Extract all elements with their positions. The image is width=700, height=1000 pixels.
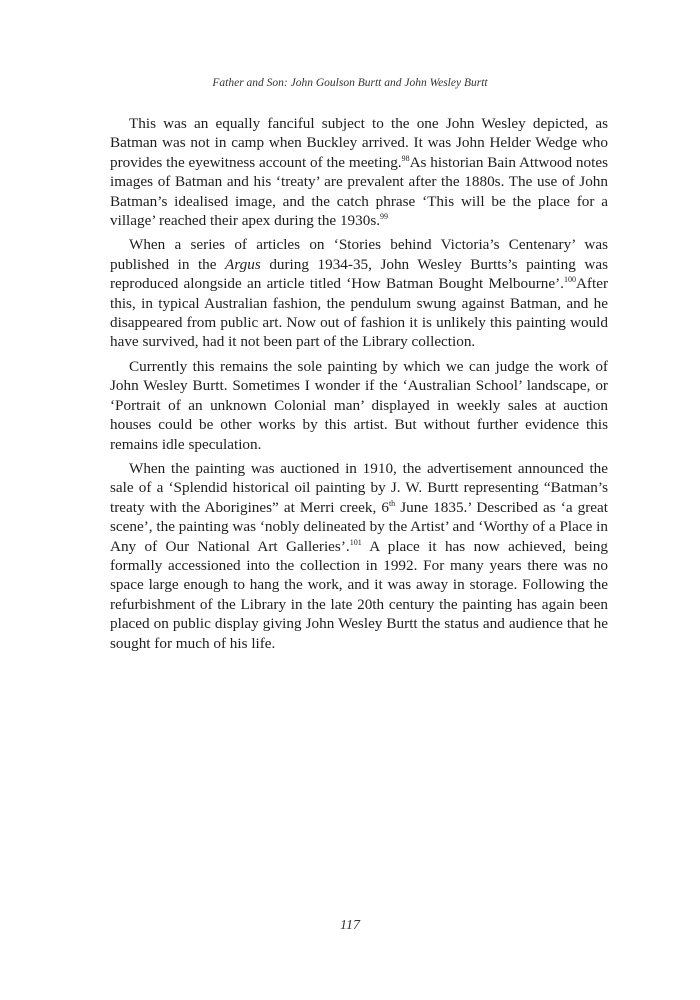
paragraph xyxy=(110,459,608,653)
footnote-ref: 99 xyxy=(380,212,389,222)
text-segment: As historian Bain Attwood notes images of Batman and his ‘treaty’ are prevalent after the 1880s. The use of John Batman’s idealised image, and the catch phrase ‘This will be the place for a village’ reached their apex during the 1930s. xyxy=(110,153,608,230)
text-segment: When a series of articles on ‘Stories behind Victoria’s Centenary’ was published in the xyxy=(110,236,608,273)
text-segment: This was an equally fanciful subject to the one John Wesley depicted, as Batman was not in camp when Buckley arrived. It was John Helder Wedge who provides the eyewitness account of the meeting. xyxy=(110,115,608,171)
text-segment: June 1835.’ Described as ‘a great scene’, the painting was ‘nobly delineated by the Artist’ and ‘Worthy of a Place in Any of Our National Art Galleries’. xyxy=(110,498,608,555)
paragraph xyxy=(110,357,608,454)
ordinal-suffix: th xyxy=(388,498,396,508)
footnote-ref: 100 xyxy=(563,275,576,285)
footnote-ref: 98 xyxy=(401,153,410,163)
text-segment: A place it has now achieved, being formally accessioned into the collection in 1992. For many years there was no space large enough to hang the work, and it was away in storage. Following the refurbishment of the Library in the late 20th century the painting has again been placed on public display giving John Wesley Burtt the status and audience that he sought for much of his life. xyxy=(110,537,608,652)
page-number: 117 xyxy=(340,918,360,933)
text-segment: When the painting was auctioned in 1910, the advertisement announced the sale of a ‘Splendid historical oil painting by J. W. Burtt representing “Batman’s treaty with the Aborigines” at Merri creek, 6 xyxy=(110,459,608,516)
text-segment: After this, in typical Australian fashion, the pendulum swung against Batman, and he disappeared from public art. Now out of fashion it is unlikely this painting would have survived, had it not been part of the Library collection. xyxy=(110,275,608,351)
text-segment: Currently this remains the sole painting by which we can judge the work of John Wesley Burtt. Sometimes I wonder if the ‘Australian School’ landscape, or ‘Portrait of an unknown Colonial man’ displayed in weekly sales at auction houses could be other works by this artist. But without further evidence this remains idle speculation. xyxy=(110,357,608,453)
italic-title: Argus xyxy=(225,255,261,273)
footnote-ref: 101 xyxy=(349,537,362,547)
text-segment: during 1934-35, John Wesley Burtts’s painting was reproduced alongside an article titled ‘How Batman Bought Melbourne’. xyxy=(110,255,608,293)
running-header: Father and Son: John Goulson Burtt and John Wesley Burtt xyxy=(212,77,488,89)
paragraph xyxy=(110,235,608,351)
body-text xyxy=(110,114,608,658)
paragraph xyxy=(110,114,608,230)
